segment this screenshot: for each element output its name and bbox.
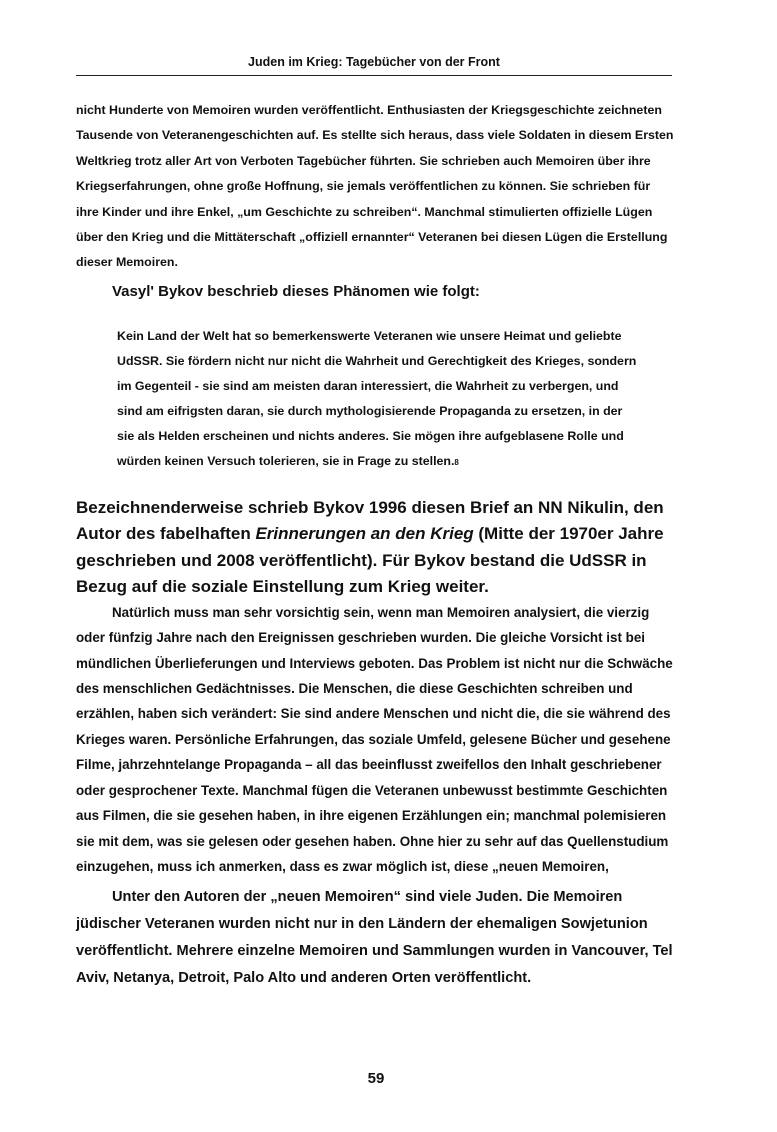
paragraph-4: Natürlich muss man sehr vorsichtig sein, wenn man Memoiren analysiert, die vierzig oder fünfzig Jahre nach den Ereignissen geschrieben wurden. Die gleiche Vorsicht ist bei mündlichen Überlieferungen und Interviews geboten. Das Problem ist nicht nur die Schwäche des menschlichen Gedächtnisses. Die Menschen, die diese Geschichten schreiben und erzählen, haben sich verändert: Sie sind andere Menschen und nicht die, die sie während des Krieges waren. Persönliche Erfahrungen, das soziale Umfeld, gelesene Bücher und gesehene Filme, jahrzehntelange Propaganda – all das beeinflusst zweifellos den Inhalt geschriebener oder gesprochener Texte. Manchmal fügen die Veteranen unbewusst bestimmte Geschichten aus Filmen, die sie gesehen haben, in ihre eigenen Erzählungen ein; manchmal polemisieren sie mit dem, was sie gelesen oder gesehen haben. Ohne hier zu sehr auf das Quellenstudium einzugehen, muss ich anmerken, dass es zwar möglich ist, diese „neuen Memoiren, [76, 604, 673, 874]
paragraph-3-text-a: Bezeichnenderweise schrieb Bykov 1996 diesen Brief an NN Nikulin, den Autor des fabelhaften [76, 497, 664, 544]
footnote-marker: 8 [454, 457, 459, 467]
running-header: Juden im Krieg: Tagebücher von der Front [248, 55, 500, 69]
paragraph-3 [76, 495, 676, 601]
book-title: Erinnerungen an den Krieg [255, 524, 474, 544]
header-rule [76, 75, 672, 76]
page-number: 59 [367, 1070, 385, 1087]
paragraph-5: Unter den Autoren der „neuen Memoiren“ sind viele Juden. Die Memoiren jüdischer Veteranen wurden nicht nur in den Ländern der ehemaligen Sowjetunion veröffentlicht. Mehrere einzelne Memoiren und Sammlungen wurden in Vancouver, Tel Aviv, Netanya, Detroit, Palo Alto und anderen Orten veröffentlicht. [76, 889, 673, 987]
block-quote [117, 324, 637, 475]
paragraph-3-text-b: (Mitte der 1970er Jahre geschrieben und 2008 veröffentlicht). Für Bykov bestand die UdSSR in Bezug auf die soziale Einstellung zum Krieg weiter. [76, 524, 664, 597]
paragraph-2: Vasyl' Bykov beschrieb dieses Phänomen wie folgt: [112, 282, 480, 300]
page-body [76, 98, 676, 992]
block-quote-text: Kein Land der Welt hat so bemerkenswerte Veteranen wie unsere Heimat und geliebte UdSSR. Sie fördern nicht nur nicht die Wahrheit und Gerechtigkeit des Krieges, sondern im Gegenteil - sie sind am meisten daran interessiert, die Wahrheit zu verbergen, und sind am eifrigsten daran, sie durch mythologisierende Propaganda zu ersetzen, in der sie als Helden erscheinen und nichts anderes. Sie mögen ihre aufgeblasene Rolle und würden keinen Versuch tolerieren, sie in Frage zu stellen. [117, 328, 637, 468]
paragraph-1: nicht Hunderte von Memoiren wurden veröffentlicht. Enthusiasten der Kriegsgeschichte zeichneten Tausende von Veteranengeschichten auf. Es stellte sich heraus, dass viele Soldaten in diesem Ersten Weltkrieg trotz aller Art von Verboten Tagebücher führten. Sie schrieben auch Memoiren über ihre Kriegserfahrungen, ohne große Hoffnung, sie jemals veröffentlichen zu können. Sie schrieben für ihre Kinder und ihre Enkel, „um Geschichte zu schreiben“. Manchmal stimulierten offizielle Lügen über den Krieg und die Mittäterschaft „offiziell ernannter“ Veteranen bei diesen Lügen die Erstellung dieser Memoiren. [76, 103, 674, 270]
